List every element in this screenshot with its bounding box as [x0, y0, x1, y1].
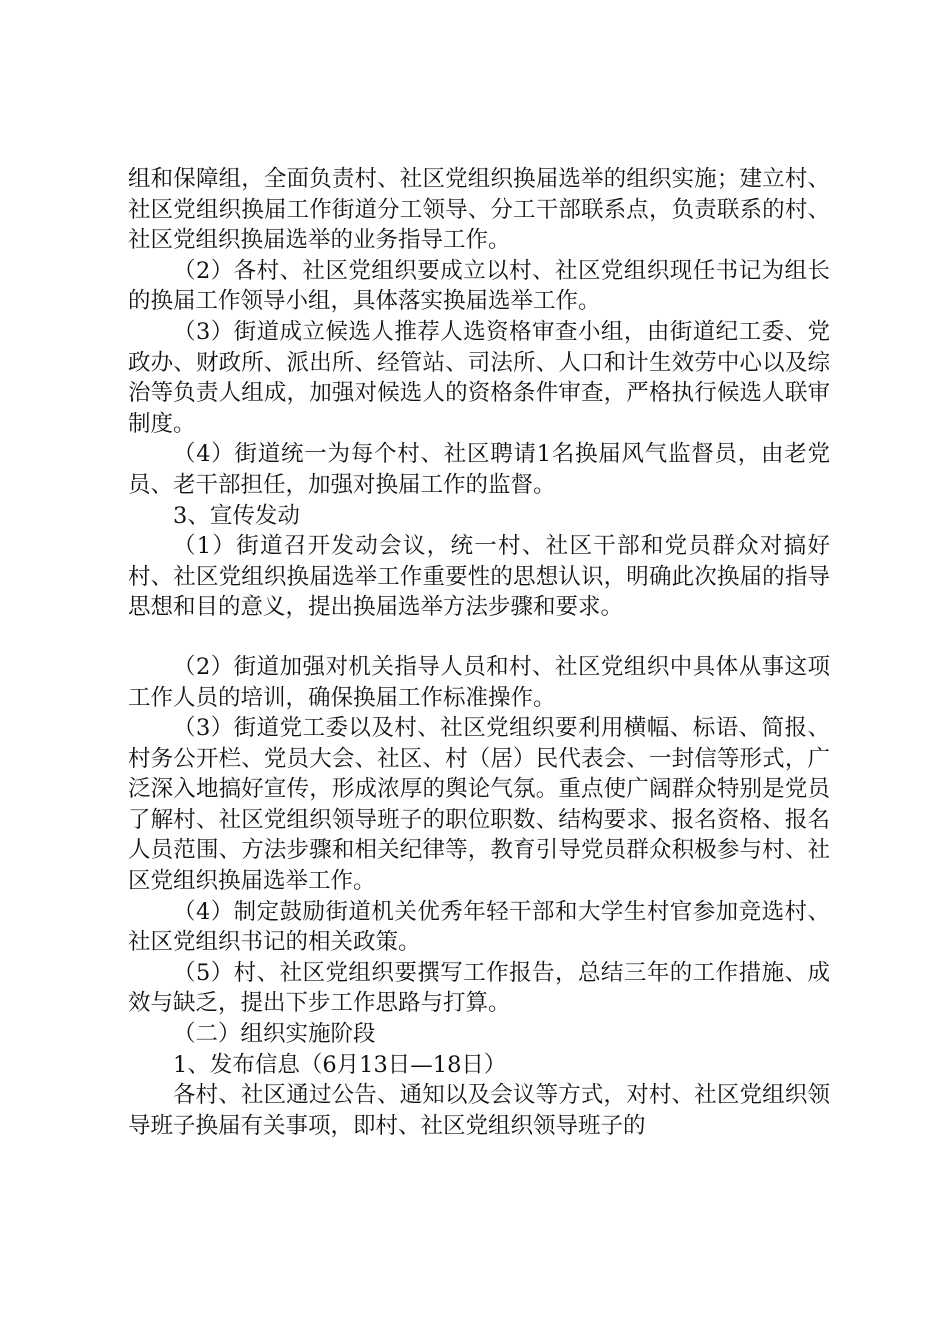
paragraph: （4）街道统一为每个村、社区聘请1名换届风气监督员，由老党员、老干部担任，加强对换届工作的监督。: [128, 441, 830, 498]
section-heading: （二）组织实施阶段: [173, 1021, 376, 1048]
section-heading: 1、发布信息（6月13日—18日）: [173, 1051, 507, 1078]
section-heading: 3、宣传发动: [173, 502, 300, 529]
paragraph: （2）各村、社区党组织要成立以村、社区党组织现任书记为组长的换届工作领导小组，具体落实换届选举工作。: [128, 257, 830, 315]
paragraph: 各村、社区通过公告、通知以及会议等方式，对村、社区党组织领导班子换届有关事项，即村、社区党组织领导班子的: [128, 1082, 830, 1139]
paragraph: （4）制定鼓励街道机关优秀年轻干部和大学生村官参加竞选村、社区党组织书记的相关政策。: [128, 898, 830, 956]
paragraph: （3）街道党工委以及村、社区党组织要利用横幅、标语、简报、村务公开栏、党员大会、社区、村（居）民代表会、一封信等形式，广泛深入地搞好宣传，形成浓厚的舆论气氛。重点使广阔群众特别是党员了解村、社区党组织领导班子的职位职数、结构要求、报名资格、报名人员范围、方法步骤和相关纪律等，教育引导党员群众积极参与村、社区党组织换届选举工作。: [128, 715, 830, 895]
paragraph: （1）街道召开发动会议，统一村、社区干部和党员群众对搞好村、社区党组织换届选举工作重要性的思想认识，明确此次换届的指导思想和目的意义，提出换届选举方法步骤和要求。: [128, 533, 830, 621]
paragraph: （5）村、社区党组织要撰写工作报告，总结三年的工作措施、成效与缺乏，提出下步工作思路与打算。: [128, 959, 830, 1017]
paragraph: （3）街道成立候选人推荐人选资格审查小组，由街道纪工委、党政办、财政所、派出所、经管站、司法所、人口和计生效劳中心以及综治等负责人组成，加强对候选人的资格条件审查，严格执行候选人联审制度。: [128, 318, 830, 437]
paragraph: 组和保障组，全面负责村、社区党组织换届选举的组织实施；建立村、社区党组织换届工作街道分工领导、分工干部联系点，负责联系的村、社区党组织换届选举的业务指导工作。: [128, 166, 830, 254]
document-body: [128, 164, 830, 1141]
paragraph: （2）街道加强对机关指导人员和村、社区党组织中具体从事这项工作人员的培训，确保换届工作标准操作。: [128, 653, 830, 711]
